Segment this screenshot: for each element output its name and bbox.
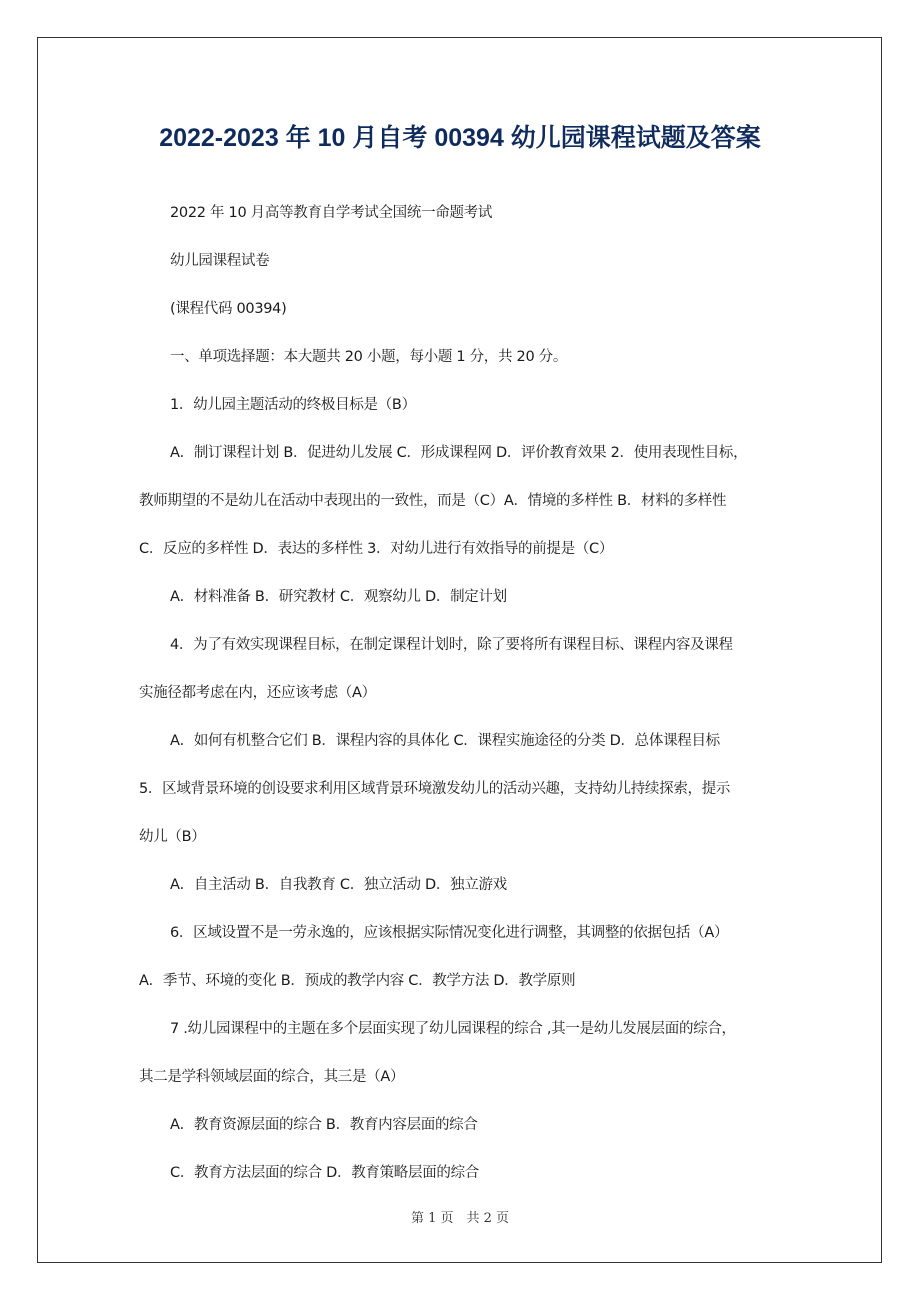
question-7: 7 .幼儿园课程中的主题在多个层面实现了幼儿园课程的综合 ,其一是幼儿发展层面的综合，: [170, 1021, 736, 1037]
question-3-options: A．材料准备 B．研究教材 C．观察幼儿 D．制定计划: [170, 589, 507, 605]
question-4-options: A．如何有机整合它们 B．课程内容的具体化 C．课程实施途径的分类 D．总体课程目标: [170, 733, 720, 749]
question-5-continued: 幼儿（B）: [139, 829, 206, 845]
question-5: 5．区域背景环境的创设要求利用区域背景环境激发幼儿的活动兴趣，支持幼儿持续探索，提示: [139, 781, 731, 797]
question-4-continued: 实施径都考虑在内，还应该考虑（A）: [139, 685, 376, 701]
question-7-options-ab: A．教育资源层面的综合 B．教育内容层面的综合: [170, 1117, 478, 1133]
page-footer: 第 1 页 共 2 页: [410, 1211, 510, 1226]
question-4: 4．为了有效实现课程目标，在制定课程计划时，除了要将所有课程目标、课程内容及课程: [170, 637, 733, 653]
question-1: 1．幼儿园主题活动的终极目标是（B）: [170, 397, 416, 413]
question-7-continued: 其二是学科领域层面的综合，其三是（A）: [139, 1069, 405, 1085]
body-line: 2022 年 10 月高等教育自学考试全国统一命题考试: [170, 205, 493, 221]
question-5-options: A．自主活动 B．自我教育 C．独立活动 D．独立游戏: [170, 877, 507, 893]
body-line: 幼儿园课程试卷: [170, 253, 270, 269]
document-title: 2022-2023 年 10 月自考 00394 幼儿园课程试题及答案: [159, 124, 761, 152]
question-2-continued: 教师期望的不是幼儿在活动中表现出的一致性，而是（C）A．情境的多样性 B．材料的多样性: [139, 493, 727, 509]
question-2-options-continued: C．反应的多样性 D．表达的多样性 3．对幼儿进行有效指导的前提是（C）: [139, 541, 614, 557]
question-7-options-cd: C．教育方法层面的综合 D．教育策略层面的综合: [170, 1165, 479, 1181]
question-1-options: A．制订课程计划 B．促进幼儿发展 C．形成课程网 D．评价教育效果 2．使用表现性目标，: [170, 445, 748, 461]
section-heading: 一、单项选择题：本大题共 20 小题，每小题 1 分，共 20 分。: [170, 349, 568, 365]
body-line: (课程代码 00394): [170, 301, 287, 317]
question-6: 6．区域设置不是一劳永逸的，应该根据实际情况变化进行调整，其调整的依据包括（A）: [170, 925, 729, 941]
question-6-options: A．季节、环境的变化 B．预成的教学内容 C．教学方法 D．教学原则: [139, 973, 576, 989]
